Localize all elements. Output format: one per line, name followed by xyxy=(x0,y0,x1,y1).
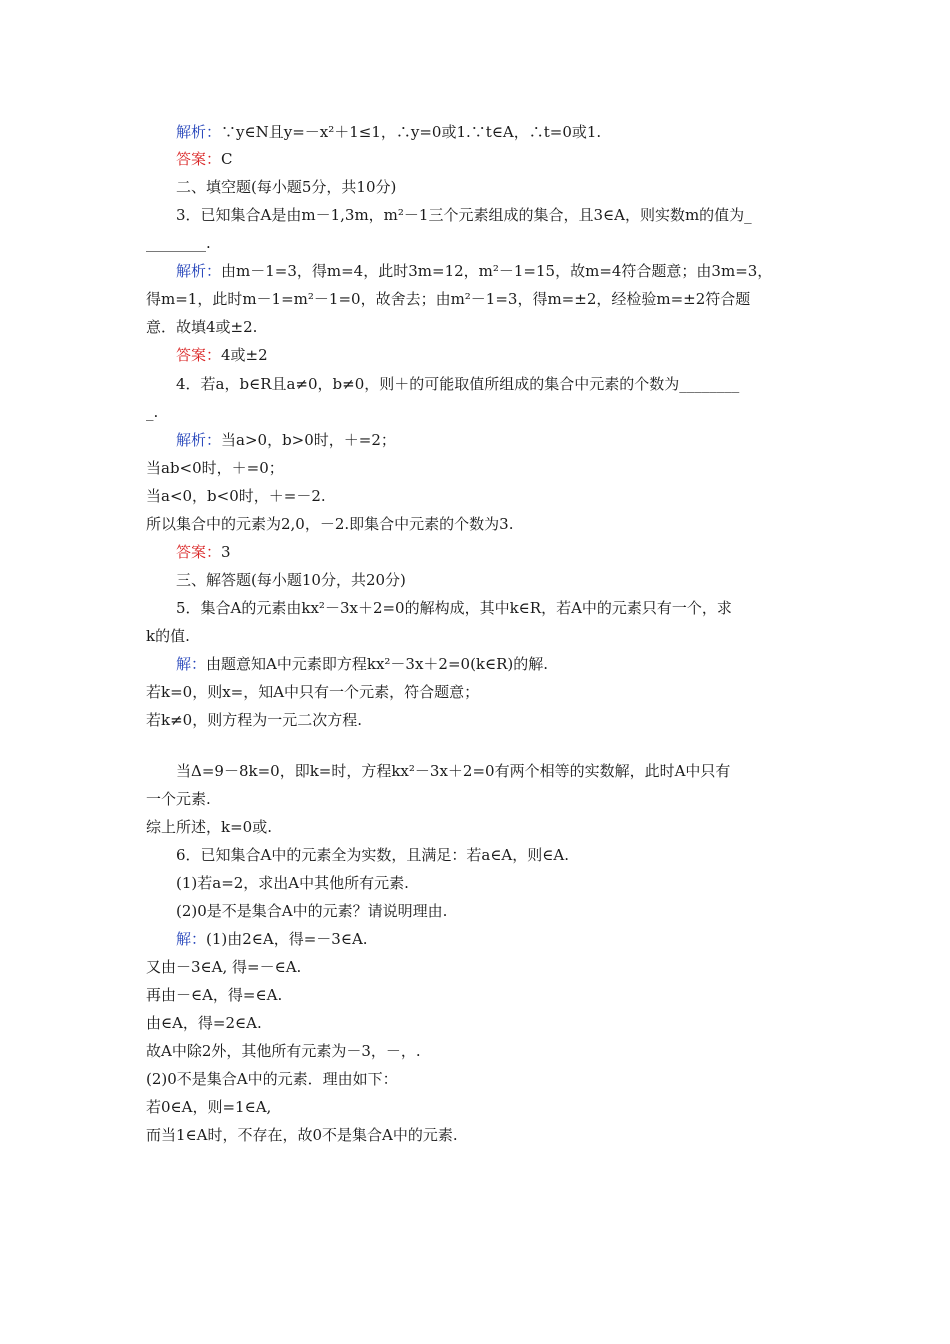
line-text: _. xyxy=(146,403,159,421)
text-line xyxy=(146,1097,812,1117)
text-line xyxy=(176,261,842,281)
text-line xyxy=(176,177,842,197)
line-text: ∵y∈N且y=－x²＋1≤1，∴y=0或1.∵t∈A，∴t=0或1. xyxy=(221,123,602,141)
text-line xyxy=(176,929,842,949)
line-text: ________. xyxy=(146,234,211,252)
text-line xyxy=(176,873,842,893)
line-text: 当Δ=9－8k=0，即k=时，方程kx²－3x＋2=0有两个相等的实数解，此时A中只有 xyxy=(176,762,731,780)
line-text: 4．若a，b∈R且a≠0，b≠0，则＋的可能取值所组成的集合中元素的个数为________ xyxy=(176,375,740,393)
text-line xyxy=(176,901,842,921)
line-text: 再由－∈A，得=∈A. xyxy=(146,986,283,1004)
text-line xyxy=(146,458,812,478)
line-text: 二、填空题(每小题5分，共10分) xyxy=(176,178,397,196)
text-line xyxy=(176,542,842,562)
text-line xyxy=(146,1125,812,1145)
line-text: 故A中除2外，其他所有元素为－3，－，. xyxy=(146,1042,421,1060)
line-text: 而当1∈A时，不存在，故0不是集合A中的元素. xyxy=(146,1126,458,1144)
text-line xyxy=(176,654,842,674)
text-line xyxy=(146,985,812,1005)
line-text: C xyxy=(221,150,233,168)
text-line xyxy=(146,626,812,646)
text-line xyxy=(146,486,812,506)
line-text: 综上所述，k=0或. xyxy=(146,818,272,836)
line-text: 又由－3∈A, 得=－∈A. xyxy=(146,958,302,976)
line-text: 所以集合中的元素为2,0，－2.即集合中元素的个数为3. xyxy=(146,515,514,533)
line-text: 得m=1，此时m－1=m²－1=0，故舍去；由m²－1=3，得m=±2，经检验m=±2符合题 xyxy=(146,290,751,308)
text-line xyxy=(146,1013,812,1033)
text-line xyxy=(176,845,842,865)
text-line xyxy=(146,402,812,422)
line-text: 4或±2 xyxy=(221,346,268,364)
text-line xyxy=(146,317,812,337)
analysis-label: 解： xyxy=(176,655,207,673)
text-line xyxy=(176,122,842,142)
text-line xyxy=(146,957,812,977)
analysis-label: 解： xyxy=(176,930,207,948)
line-text: 3．已知集合A是由m－1,3m，m²－1三个元素组成的集合，且3∈A，则实数m的值为_ xyxy=(176,206,752,224)
text-line xyxy=(146,1041,812,1061)
line-text: 意．故填4或±2. xyxy=(146,318,258,336)
line-text: 6．已知集合A中的元素全为实数，且满足：若a∈A，则∈A. xyxy=(176,846,569,864)
line-text: (1)由2∈A，得=－3∈A. xyxy=(206,930,368,948)
text-line xyxy=(176,374,842,394)
answer-label: 答案： xyxy=(176,346,222,364)
line-text: 当a<0，b<0时，＋=－2. xyxy=(146,487,326,505)
line-text: k的值. xyxy=(146,627,190,645)
line-text: 由题意知A中元素即方程kx²－3x＋2=0(k∈R)的解. xyxy=(206,655,549,673)
text-line xyxy=(146,682,812,702)
analysis-label: 解析： xyxy=(176,123,222,141)
text-line xyxy=(176,430,842,450)
line-text: 当ab<0时，＋=0； xyxy=(146,459,284,477)
text-line xyxy=(146,514,812,534)
line-text: 3 xyxy=(221,543,231,561)
text-line xyxy=(146,1069,812,1089)
line-text: (1)若a=2，求出A中其他所有元素. xyxy=(176,874,409,892)
line-text: 一个元素. xyxy=(146,790,211,808)
text-line xyxy=(146,817,812,837)
text-line xyxy=(176,761,842,781)
line-text: 由m－1=3，得m=4，此时3m=12，m²－1=15，故m=4符合题意；由3m=3， xyxy=(221,262,773,280)
text-line xyxy=(176,205,842,225)
answer-label: 答案： xyxy=(176,150,222,168)
line-text: (2)0不是集合A中的元素．理由如下： xyxy=(146,1070,398,1088)
line-text: 若0∈A，则=1∈A, xyxy=(146,1098,272,1116)
text-line xyxy=(146,710,812,730)
line-text: (2)0是不是集合A中的元素？请说明理由. xyxy=(176,902,448,920)
text-line xyxy=(176,345,842,365)
answer-label: 答案： xyxy=(176,543,222,561)
line-text: 当a>0，b>0时，＋=2； xyxy=(221,431,396,449)
analysis-label: 解析： xyxy=(176,431,222,449)
line-text: 5．集合A的元素由kx²－3x＋2=0的解构成，其中k∈R，若A中的元素只有一个，求 xyxy=(176,599,732,617)
line-text: 三、解答题(每小题10分，共20分) xyxy=(176,571,406,589)
text-line xyxy=(146,789,812,809)
analysis-label: 解析： xyxy=(176,262,222,280)
text-line xyxy=(176,570,842,590)
text-line xyxy=(176,598,842,618)
text-line xyxy=(176,149,842,169)
text-line xyxy=(146,233,812,253)
line-text: 若k=0，则x=，知A中只有一个元素，符合题意； xyxy=(146,683,480,701)
text-line xyxy=(146,289,812,309)
line-text: 若k≠0，则方程为一元二次方程. xyxy=(146,711,362,729)
line-text: 由∈A，得=2∈A. xyxy=(146,1014,262,1032)
